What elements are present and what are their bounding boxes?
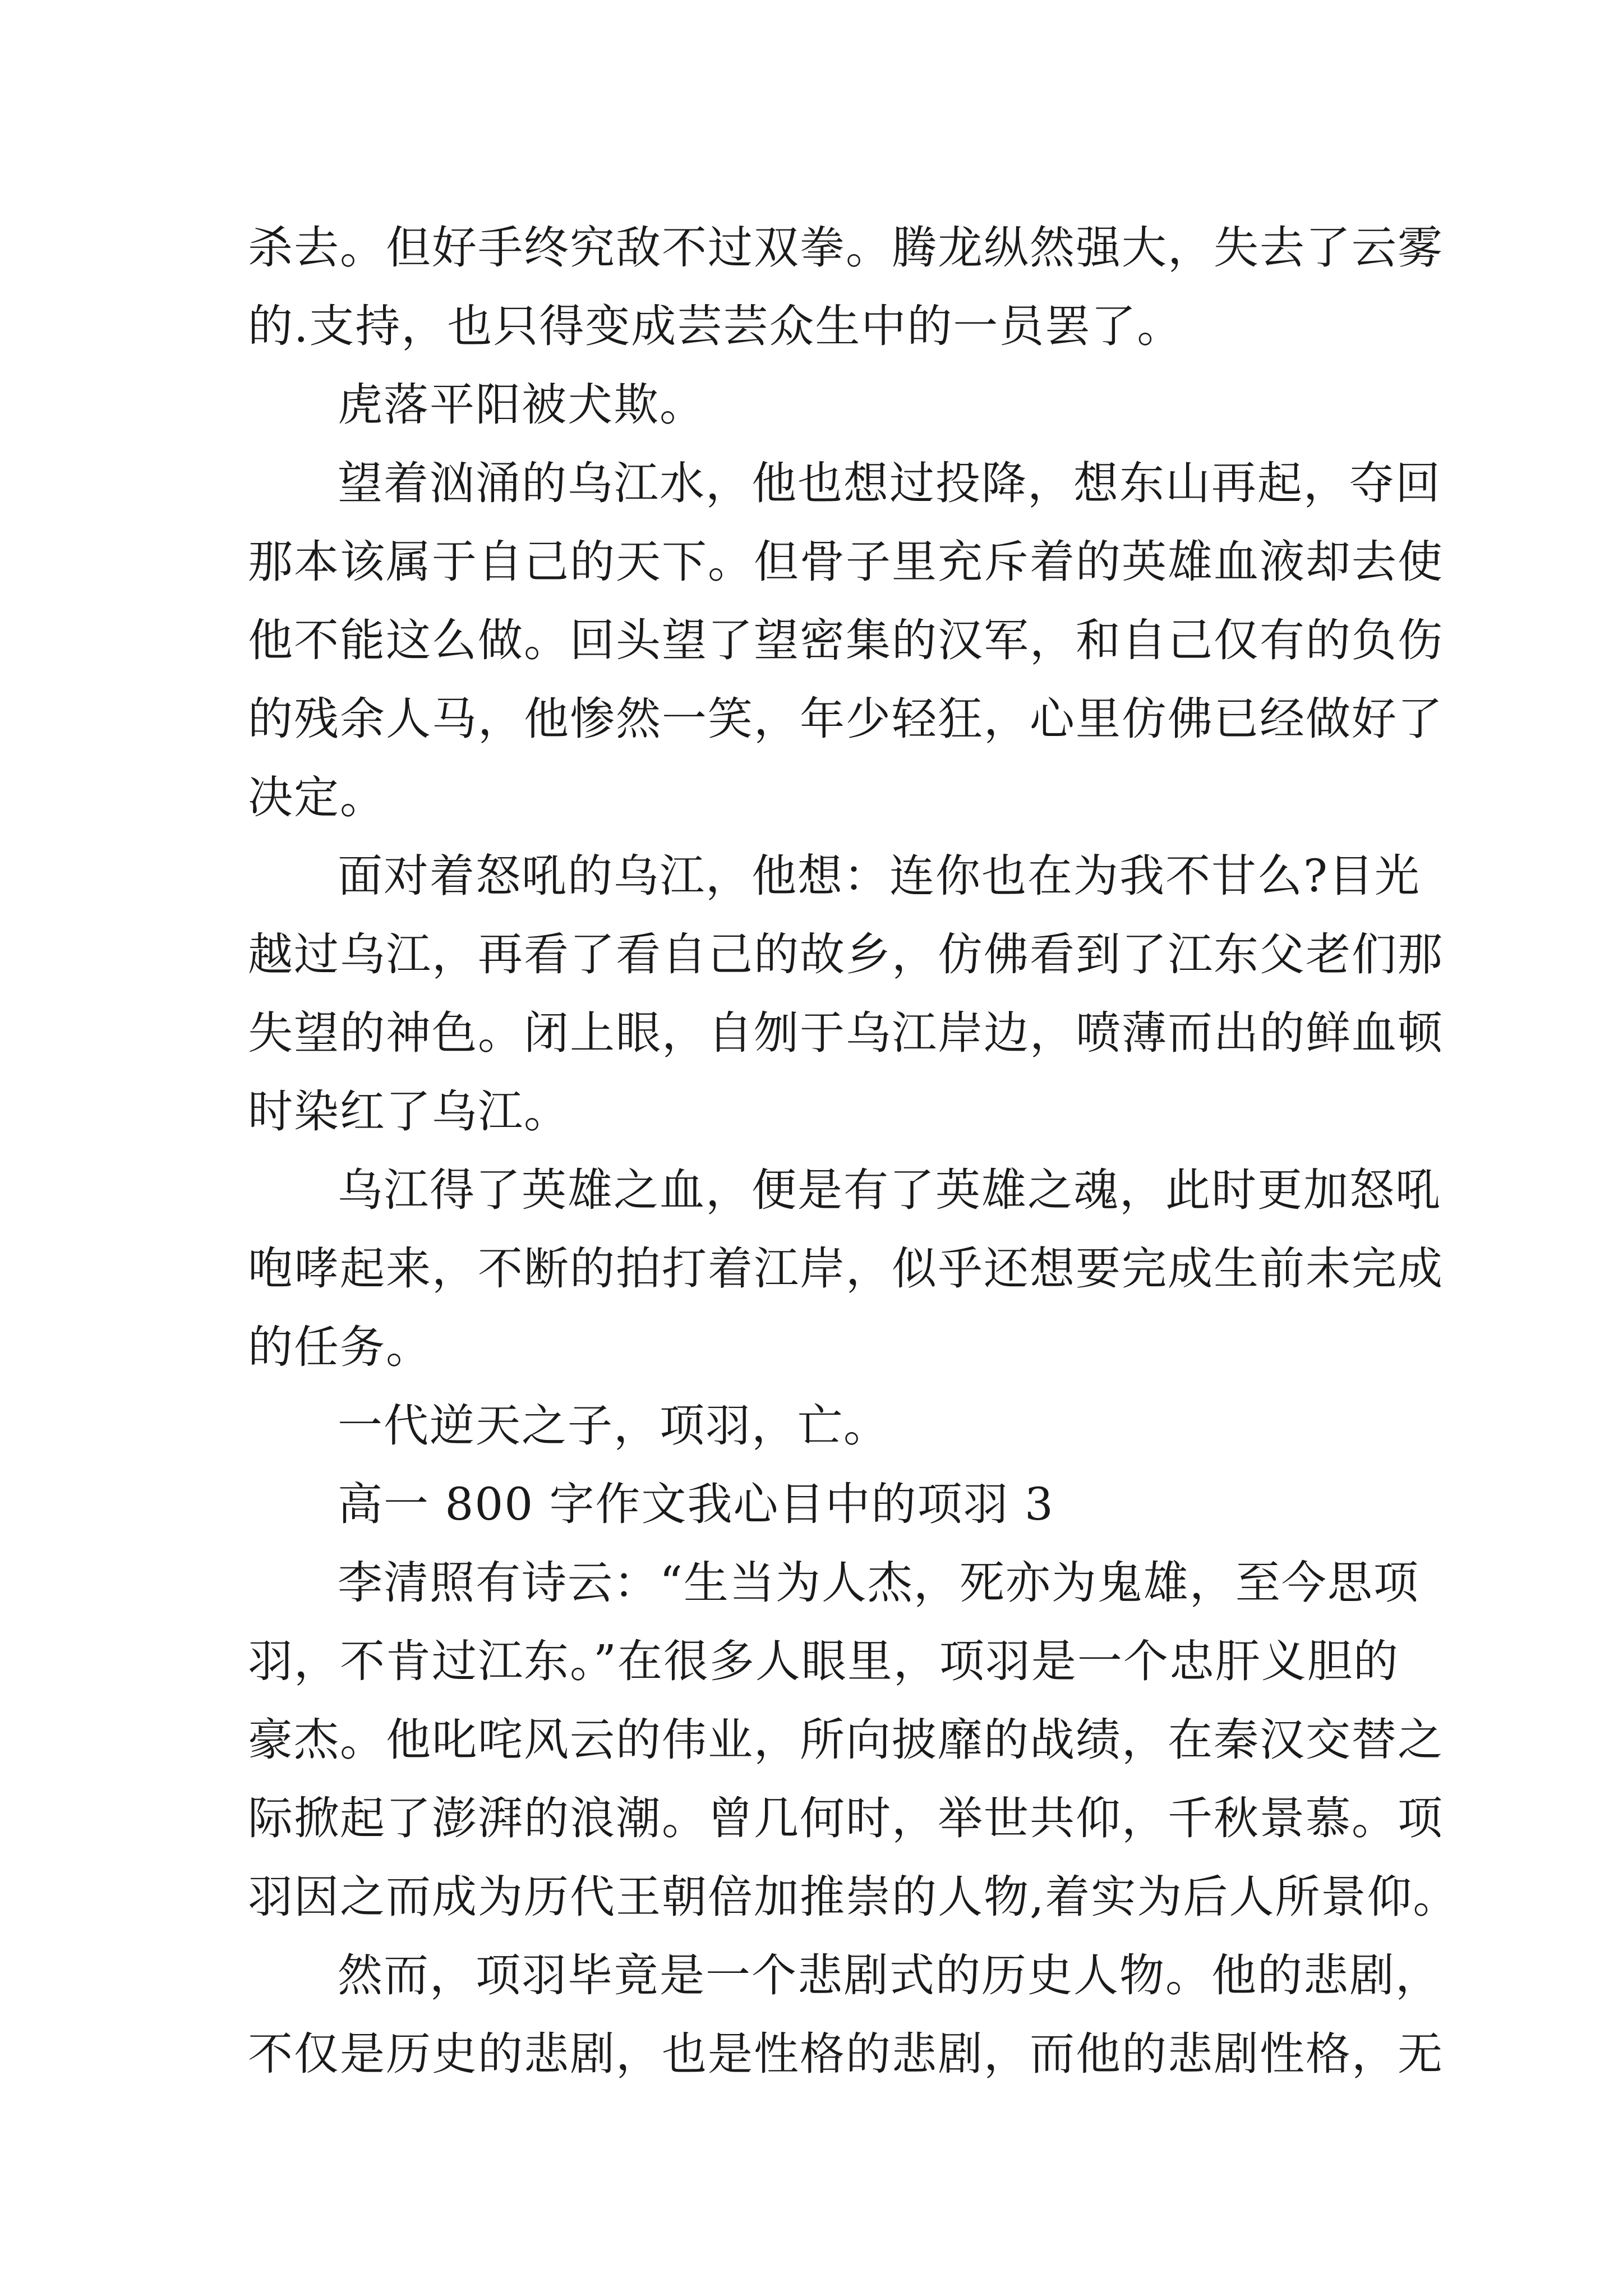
text-line: 的任务。 — [248, 1321, 432, 1373]
text-line: 望着汹涌的乌江水，他也想过投降，想东山再起，夺回 — [338, 457, 1441, 509]
text-line: 决定。 — [248, 771, 386, 823]
text-line: 虎落平阳被犬欺。 — [338, 379, 706, 431]
text-line: 际掀起了澎湃的浪潮。曾几何时，举世共仰，千秋景慕。项 — [248, 1792, 1444, 1844]
text-line: 时染红了乌江。 — [248, 1085, 570, 1138]
text-line: 那本该属于自己的天下。但骨子里充斥着的英雄血液却去使 — [248, 536, 1444, 588]
text-line: 越过乌江，再看了看自己的故乡，仿佛看到了江东父老们那 — [248, 928, 1444, 981]
text-line: 他不能这么做。回头望了望密集的汉军，和自己仅有的负伤 — [248, 614, 1444, 666]
text-line: 的.支持，也只得变成芸芸众生中的一员罢了。 — [248, 300, 1183, 352]
section-heading: 高一 800 字作文我心目中的项羽 3 — [338, 1478, 1054, 1530]
text-line: 一代逆天之子，项羽，亡。 — [338, 1400, 889, 1452]
text-line: 不仅是历史的悲剧，也是性格的悲剧，而他的悲剧性格，无 — [248, 2028, 1444, 2080]
text-line: 乌江得了英雄之血，便是有了英雄之魂，此时更加怒吼 — [338, 1164, 1441, 1216]
text-line: 的残余人马，他惨然一笑，年少轻狂，心里仿佛已经做好了 — [248, 693, 1444, 745]
text-line: 咆哮起来，不断的拍打着江岸，似乎还想要完成生前未完成 — [248, 1243, 1444, 1295]
text-line: 李清照有诗云：“生当为人杰，死亦为鬼雄，至今思项 — [338, 1557, 1419, 1609]
text-line: 豪杰。他叱咤风云的伟业，所向披靡的战绩，在秦汉交替之 — [248, 1714, 1444, 1766]
text-line: 羽，不肯过江东。”在很多人眼里，项羽是一个忠肝义胆的 — [248, 1635, 1399, 1687]
text-line: 失望的神色。闭上眼，自刎于乌江岸边，喷薄而出的鲜血顿 — [248, 1007, 1444, 1059]
text-line: 然而，项羽毕竟是一个悲剧式的历史人物。他的悲剧， — [338, 1949, 1441, 2001]
text-line: 面对着怒吼的乌江，他想：连你也在为我不甘么?目光 — [338, 850, 1421, 902]
text-line: 杀去。但好手终究敌不过双拳。腾龙纵然强大，失去了云雾 — [248, 222, 1444, 274]
text-line: 羽因之而成为历代王朝倍加推崇的人物,着实为后人所景仰。 — [248, 1871, 1459, 1923]
